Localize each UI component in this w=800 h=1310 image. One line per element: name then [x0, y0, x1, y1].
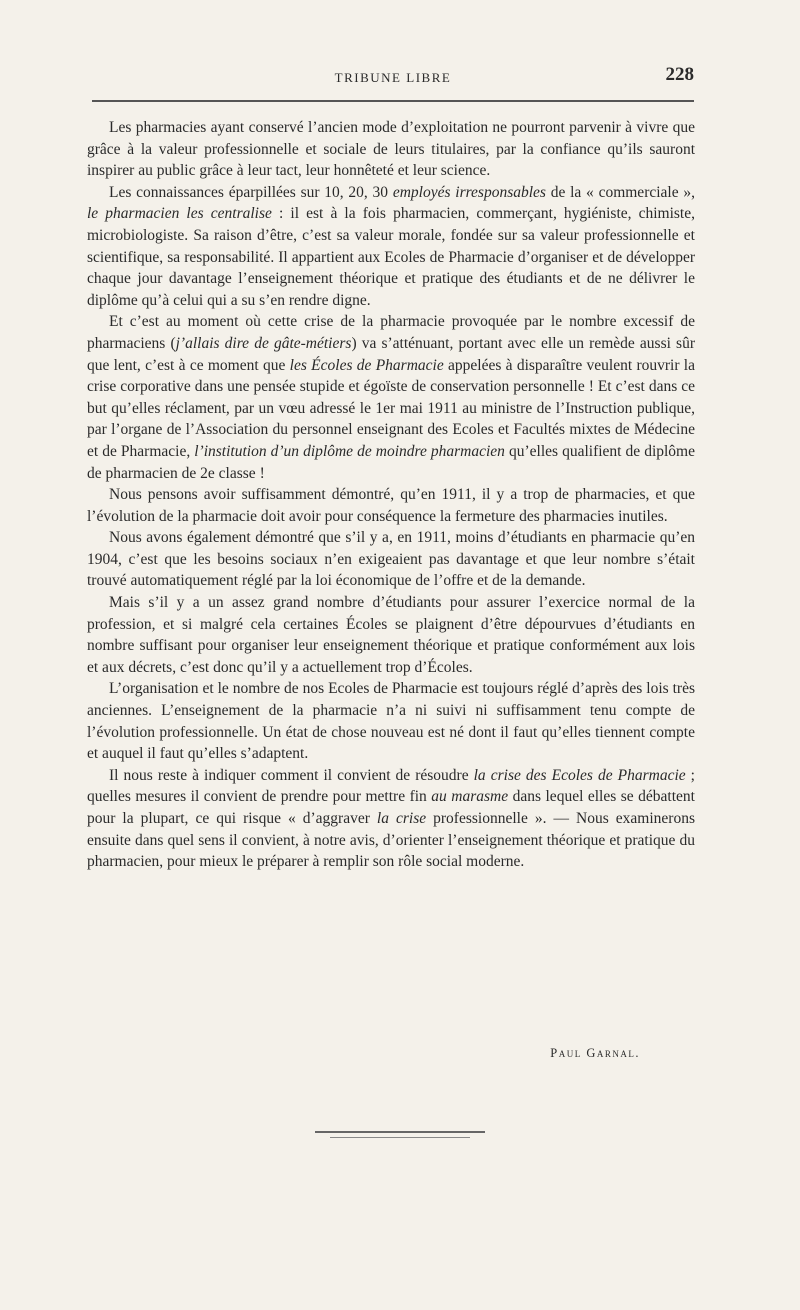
- italic-text: la crise des Ecoles de Pharmacie: [473, 766, 686, 784]
- paragraph: [87, 678, 695, 764]
- article-body: [87, 117, 695, 873]
- paragraph: [87, 527, 695, 592]
- header-rule: [92, 100, 694, 102]
- paragraph-text: qu’elles qualifient de diplôme de pharmacien de 2e classe !: [87, 442, 695, 482]
- italic-text: la crise: [376, 810, 427, 827]
- footer-rule: [315, 1131, 485, 1133]
- italic-text: les Écoles de Pharmacie: [289, 356, 444, 374]
- paragraph: [87, 182, 695, 312]
- running-title: TRIBUNE LIBRE: [334, 70, 452, 85]
- paragraph-text: Nous avons également démontré que s’il y a, en 1911, moins d’étudiants en pharmacie qu’en 1904, c’est que les besoins sociaux n’en exigeaient pas davantage et que leur nombre s’était trouvé automatiquement réglé par la loi économique de l’offre et de la demande.: [87, 529, 695, 590]
- paragraph: [87, 592, 695, 678]
- italic-text: j’allais dire de gâte-métiers: [175, 334, 352, 352]
- paragraph-text: ) va s’atténuant, portant avec elle un remède aussi sûr que lent, c’est à ce moment que: [87, 334, 695, 374]
- paragraph-text: dans lequel elles se débattent pour la plupart, ce qui risque « d’aggraver: [87, 788, 695, 827]
- paragraph: [87, 765, 695, 873]
- page-header: [92, 64, 694, 94]
- paragraph-text: Il nous reste à indiquer comment il convient de résoudre: [109, 766, 474, 784]
- paragraph-text: Mais s’il y a un assez grand nombre d’étudiants pour assurer l’exercice normal de la profession, et si malgré cela certaines Écoles se plaignent d’être dépourvues d’étudiants en nombre suffisant pour organiser leur enseignement théorique et pratique conformément aux lois et aux décrets, c’est donc qu’il y a actuellement trop d’Écoles.: [87, 594, 695, 676]
- italic-text: employés irresponsables: [392, 183, 546, 201]
- paragraph-text: professionnelle ». — Nous examinerons ensuite dans quel sens il convient, à notre avis, d’orienter l’enseignement théorique et pratique du pharmacien, pour mieux le préparer à remplir son rôle social moderne.: [87, 810, 695, 871]
- paragraph-text: Nous pensons avoir suffisamment démontré, qu’en 1911, il y a trop de pharmacies, et que l’évolution de la pharmacie doit avoir pour conséquence la fermeture des pharmacies inutiles.: [87, 486, 695, 525]
- paragraph-text: L’organisation et le nombre de nos Ecoles de Pharmacie est toujours réglé d’après des lois très anciennes. L’enseignement de la pharmacie n’a ni suivi ni suffisamment tenu compte de l’évolution professionnelle. Un état de chose nouveau est né dont il faut qu’elles tiennent compte et auquel il faut qu’elles s’adaptent.: [87, 680, 695, 763]
- paragraph: [87, 484, 695, 527]
- paragraph: [87, 311, 695, 484]
- paragraph: [87, 117, 695, 182]
- author-signature: Paul Garnal.: [550, 1046, 640, 1060]
- paragraph-text: : il est à la fois pharmacien, commerçant, hygiéniste, chimiste, microbiologiste. Sa raison d’être, c’est sa valeur morale, fondée sur sa valeur professionnelle et scientifique, sa responsabilité. Il appartient aux Ecoles de Pharmacie d’organiser et de développer chaque jour davantage l’enseignement théorique et pratique des étudiants et de ne délivrer le diplôme qu’à celui qui a su s’en rendre digne.: [87, 205, 695, 309]
- italic-text: le pharmacien les centralise: [87, 205, 272, 223]
- italic-text: l’institution d’un diplôme de moindre pharmacien: [194, 442, 505, 460]
- footer-rule-thin: [330, 1137, 470, 1138]
- paragraph-text: Les pharmacies ayant conservé l’ancien mode d’exploitation ne pourront parvenir à vivre que grâce à la valeur professionnelle et sociale de leurs titulaires, par la confiance qu’ils sauront inspirer au public grâce à leur tact, leur honnêteté et leur science.: [87, 119, 695, 180]
- page-number: 228: [665, 64, 694, 85]
- paragraph-text: Les connaissances éparpillées sur 10, 20, 30: [109, 183, 393, 201]
- paragraph-text: appelées à disparaître veulent rouvrir la crise corporative dans une pensée stupide et égoïste de conservation personnelle ! Et c’est dans ce but qu’elles réclament, par un vœu adressé le 1er mai 1911 au ministre de l’Instruction publique, par l’organe de l’Association du personnel enseignant des Ecoles et Facultés mixtes de Médecine et de Pharmacie,: [87, 356, 695, 460]
- italic-text: au marasme: [431, 788, 509, 806]
- paragraph-text: ; quelles mesures il convient de prendre pour mettre fin: [87, 766, 695, 806]
- paragraph-text: Et c’est au moment où cette crise de la pharmacie provoquée par le nombre excessif de pharmaciens (: [87, 313, 695, 352]
- paragraph-text: de la « commerciale »,: [545, 183, 695, 201]
